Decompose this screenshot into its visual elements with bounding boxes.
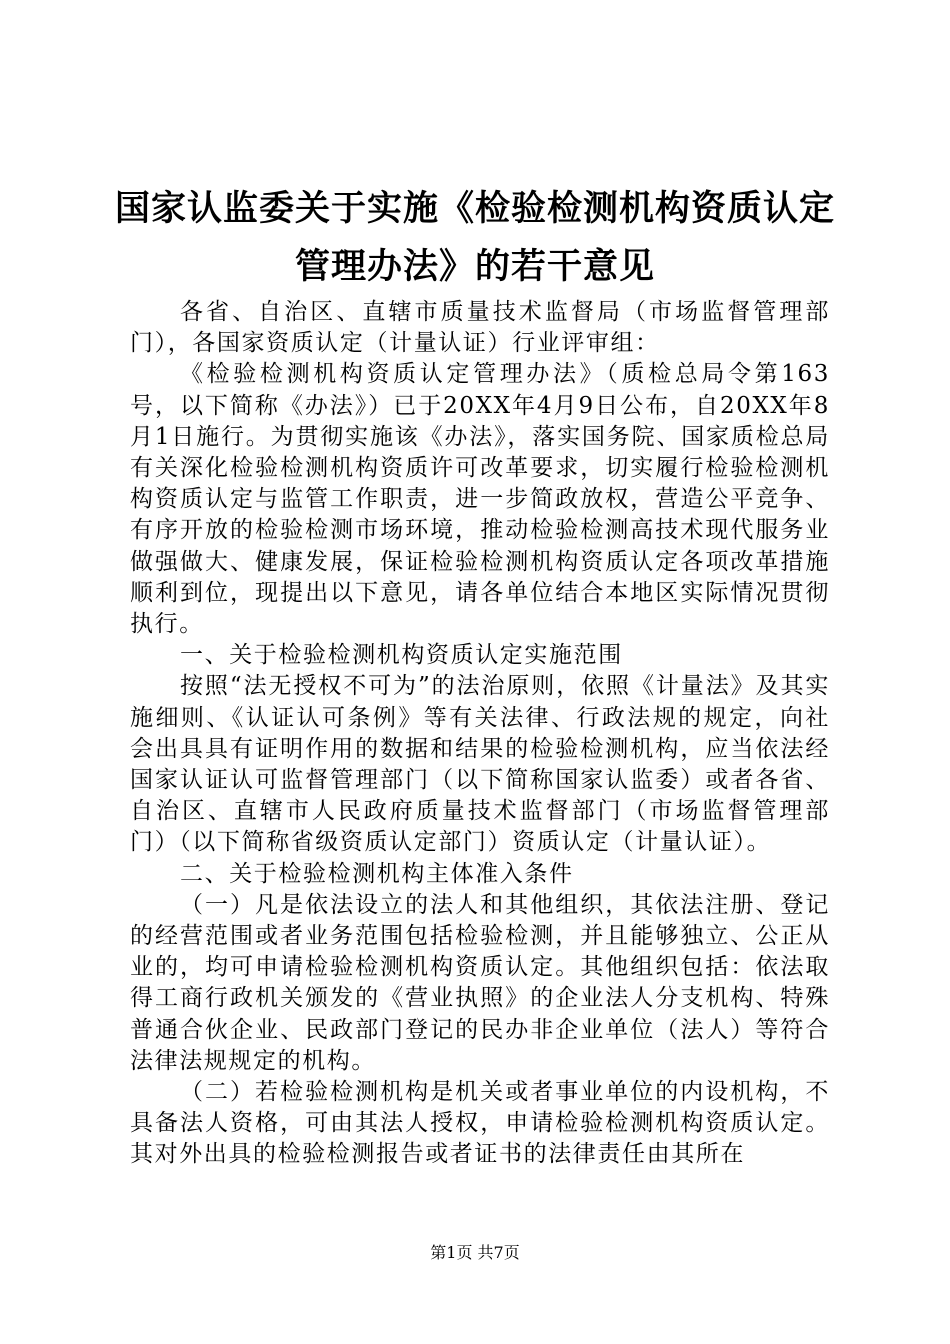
paragraph-salutation: 各省、自治区、直辖市质量技术监督局（市场监督管理部门），各国家资质认定（计量认证）行业评审组： (130, 299, 830, 357)
section-heading-1: 一、关于检验检测机构资质认定实施范围 (180, 642, 623, 669)
paragraph-section-2-item-2: （二）若检验检测机构是机关或者事业单位的内设机构，不具备法人资格，可由其法人授权，申请检验检测机构资质认定。其对外出具的检验检测报告或者证书的法律责任由其所在 (130, 1079, 830, 1168)
paragraph-section-2-item-1: （一）凡是依法设立的法人和其他组织，其依法注册、登记的经营范围或者业务范围包括检验检测，并且能够独立、公正从业的，均可申请检验检测机构资质认定。其他组织包括：依法取得工商行政机关颁发的《营业执照》的企业法人分支机构、特殊普通合伙企业、民政部门登记的民办非企业单位（法人）等符合法律法规规定的机构。 (130, 891, 830, 1074)
page-number-footer: 第1页 共7页 (430, 1243, 520, 1262)
document-title: 国家认监委关于实施《检验检测机构资质认定管理办法》的若干意见 (114, 188, 835, 287)
paragraph-intro: 《检验检测机构资质认定管理办法》（质检总局令第163号，以下简称《办法》）已于20XX年4月9日公布，自20XX年8月1日施行。为贯彻实施该《办法》，落实国务院、国家质检总局有关深化检验检测机构资质许可改革要求，切实履行检验检测机构资质认定与监管工作职责，进一步简政放权，营造公平竞争、有序开放的检验检测市场环境，推动检验检测高技术现代服务业做强做大、健康发展，保证检验检测机构资质认定各项改革措施顺利到位，现提出以下意见，请各单位结合本地区实际情况贯彻执行。 (130, 361, 830, 638)
section-heading-2: 二、关于检验检测机构主体准入条件 (180, 860, 574, 887)
paragraph-section-1: 按照“法无授权不可为”的法治原则，依照《计量法》及其实施细则、《认证认可条例》等有关法律、行政法规的规定，向社会出具具有证明作用的数据和结果的检验检测机构，应当依法经国家认证认可监督管理部门（以下简称国家认监委）或者各省、自治区、直辖市人民政府质量技术监督部门（市场监督管理部门）（以下简称省级资质认定部门）资质认定（计量认证）。 (130, 673, 830, 856)
document-body (130, 297, 830, 1171)
